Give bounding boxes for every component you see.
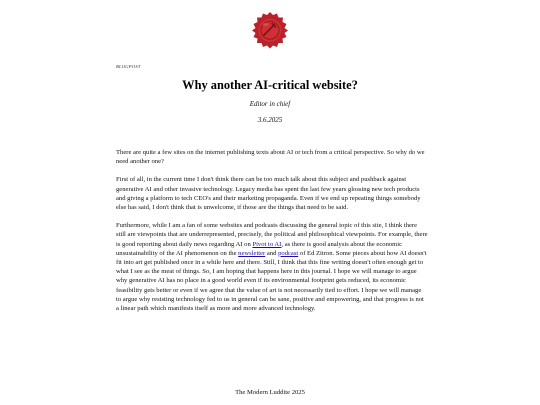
paragraph-intro: There are quite a few sites on the internet publishing texts about AI or tech from a critical perspective. So why do we need another one?	[116, 149, 425, 166]
paragraph-furthermore	[116, 221, 428, 313]
post-date: 3.6.2025	[257, 116, 283, 124]
paragraph-text: of Ed Zitron. Some pieces about how AI doesn't fit into art get published once in a while here and there. Still, I think that this fine writing doesn't often enough get to what I see as the meat of things. So, I am hoping that happens here in this journal. I hope we will manage to argue why generative AI has no place in a good world even if its environmental footprint gets reduced, its economic feasibility gets better or even if we agree that the value of art is not necessarily tied to effort. I hope we will manage to argue why resisting technology fed to us in general can be sane, positive and empowering, and that progress is not a linear path which manifests itself as more and more advanced technology.	[116, 249, 427, 313]
site-logo[interactable]	[251, 11, 289, 49]
paragraph-first: First of all, in the current time I don't think there can be too much talk about this subject and pushback against generative AI and other invasive technology. Legacy media has spent the last few years glossing new tech products and giving a platform to tech CEO's and their marketing propaganda. Even if we end up repeating things somebody else has said, I don't think that is unwelcome, if those are the things that need to be said.	[116, 176, 421, 212]
site-footer: The Modern Luddite 2025	[235, 389, 305, 396]
wax-seal-icon	[251, 11, 289, 49]
pivot-to-ai-link[interactable]: Pivot to AI	[252, 240, 282, 248]
post-title: Why another AI-critical website?	[182, 78, 358, 92]
paragraph-text: , as there is good analysis about the economic unsustainability of the AI phenomenon on the	[116, 240, 403, 257]
paragraph-text: and	[265, 249, 279, 257]
post-body	[116, 148, 428, 322]
paragraph-text: Furthermore, while I am a fan of some websites and podcasts discussing the general topic of this site, I think there still are viewpoints that are underrepresented, precisely, the political and philosophical viewpoints. For example, there is good reporting about daily news regarding AI on	[116, 222, 428, 248]
post-category[interactable]: BLOGPOST	[116, 64, 141, 69]
newsletter-link[interactable]: newsletter	[238, 249, 266, 257]
podcast-link[interactable]: podcast	[278, 249, 299, 257]
post-author: Editor in chief	[249, 100, 291, 108]
